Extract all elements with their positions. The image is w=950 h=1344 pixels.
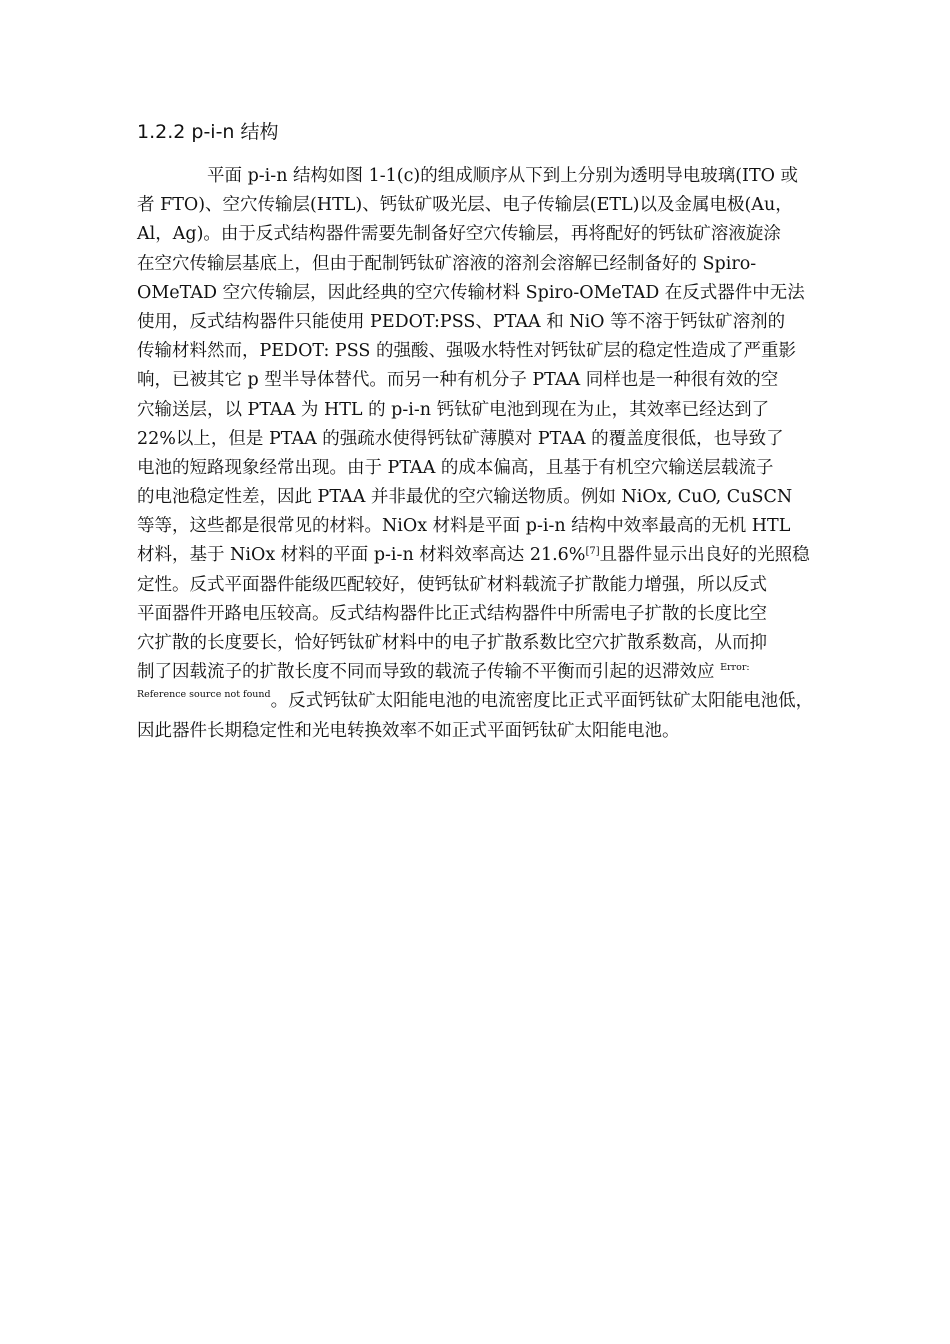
paragraph-line: OMeTAD 空穴传输层，因此经典的空穴传输材料 Spiro-OMeTAD 在反式器件中无法 xyxy=(137,282,805,303)
section-heading: 1.2.2 p-i-n 结构 xyxy=(137,121,279,143)
citation-superscript: [7] xyxy=(585,546,600,558)
paragraph-line xyxy=(137,687,849,716)
paragraph-line: 定性。反式平面器件能级匹配较好，使钙钛矿材料载流子扩散能力增强，所以反式 xyxy=(137,574,767,595)
paragraph-line: 因此器件长期稳定性和光电转换效率不如正式平面钙钛矿太阳能电池。 xyxy=(137,720,680,741)
paragraph-line xyxy=(137,541,849,570)
line-text: 。反式钙钛矿太阳能电池的电流密度比正式平面钙钛矿太阳能电池低， xyxy=(270,691,814,712)
paragraph-line: 22%以上，但是 PTAA 的强疏水使得钙钛矿薄膜对 PTAA 的覆盖度很低，也导致了 xyxy=(137,428,784,449)
paragraph-line: 穴扩散的长度要长，恰好钙钛矿材料中的电子扩散系数比空穴扩散系数高，从而抑 xyxy=(137,633,767,653)
paragraph-line: 在空穴传输层基底上，但由于配制钙钛矿溶液的溶剂会溶解已经制备好的 Spiro- xyxy=(137,253,757,274)
reference-error-text: Reference source not found xyxy=(137,689,271,701)
body-paragraph xyxy=(137,162,849,746)
paragraph-line: 电池的短路现象经常出现。由于 PTAA 的成本偏高，且基于有机空穴输送层载流子 xyxy=(137,457,774,478)
paragraph-line: 使用，反式结构器件只能使用 PEDOT:PSS、PTAA 和 NiO 等不溶于钙钛矿溶剂的 xyxy=(137,311,786,332)
line-text: 且器件显示出良好的光照稳 xyxy=(599,545,810,566)
paragraph-line: 的电池稳定性差，因此 PTAA 并非最优的空穴输送物质。例如 NiOx, CuO, CuSCN xyxy=(137,487,793,508)
paragraph-line: Al，Ag)。由于反式结构器件需要先制备好空穴传输层，再将配好的钙钛矿溶液旋涂 xyxy=(137,224,781,245)
paragraph-line: 平面器件开路电压较高。反式结构器件比正式结构器件中所需电子扩散的长度比空 xyxy=(137,603,767,624)
paragraph-line: 响，已被其它 p 型半导体替代。而另一种有机分子 PTAA 同样也是一种很有效的空 xyxy=(137,370,779,391)
paragraph-line: 等等，这些都是很常见的材料。NiOx 材料是平面 p-i-n 结构中效率最高的无机 HTL xyxy=(137,516,791,537)
line-text: 制了因载流子的扩散长度不同而导致的载流子传输不平衡而引起的迟滞效应 xyxy=(137,662,715,683)
paragraph-line: 平面 p-i-n 结构如图 1-1(c)的组成顺序从下到上分别为透明导电玻璃(ITO 或 xyxy=(207,166,799,186)
paragraph-line: 者 FTO)、空穴传输层(HTL)、钙钛矿吸光层、电子传输层(ETL)以及金属电极(Au， xyxy=(137,195,793,216)
paragraph-line: 传输材料然而，PEDOT: PSS 的强酸、强吸水特性对钙钛矿层的稳定性造成了严重影 xyxy=(137,341,796,362)
line-text: 材料，基于 NiOx 材料的平面 p-i-n 材料效率高达 21.6% xyxy=(137,545,586,566)
paragraph-line xyxy=(137,658,849,687)
paragraph-line: 穴输送层，以 PTAA 为 HTL 的 p-i-n 钙钛矿电池到现在为止，其效率已经达到了 xyxy=(137,399,770,420)
reference-error-text: Error: xyxy=(720,662,750,674)
